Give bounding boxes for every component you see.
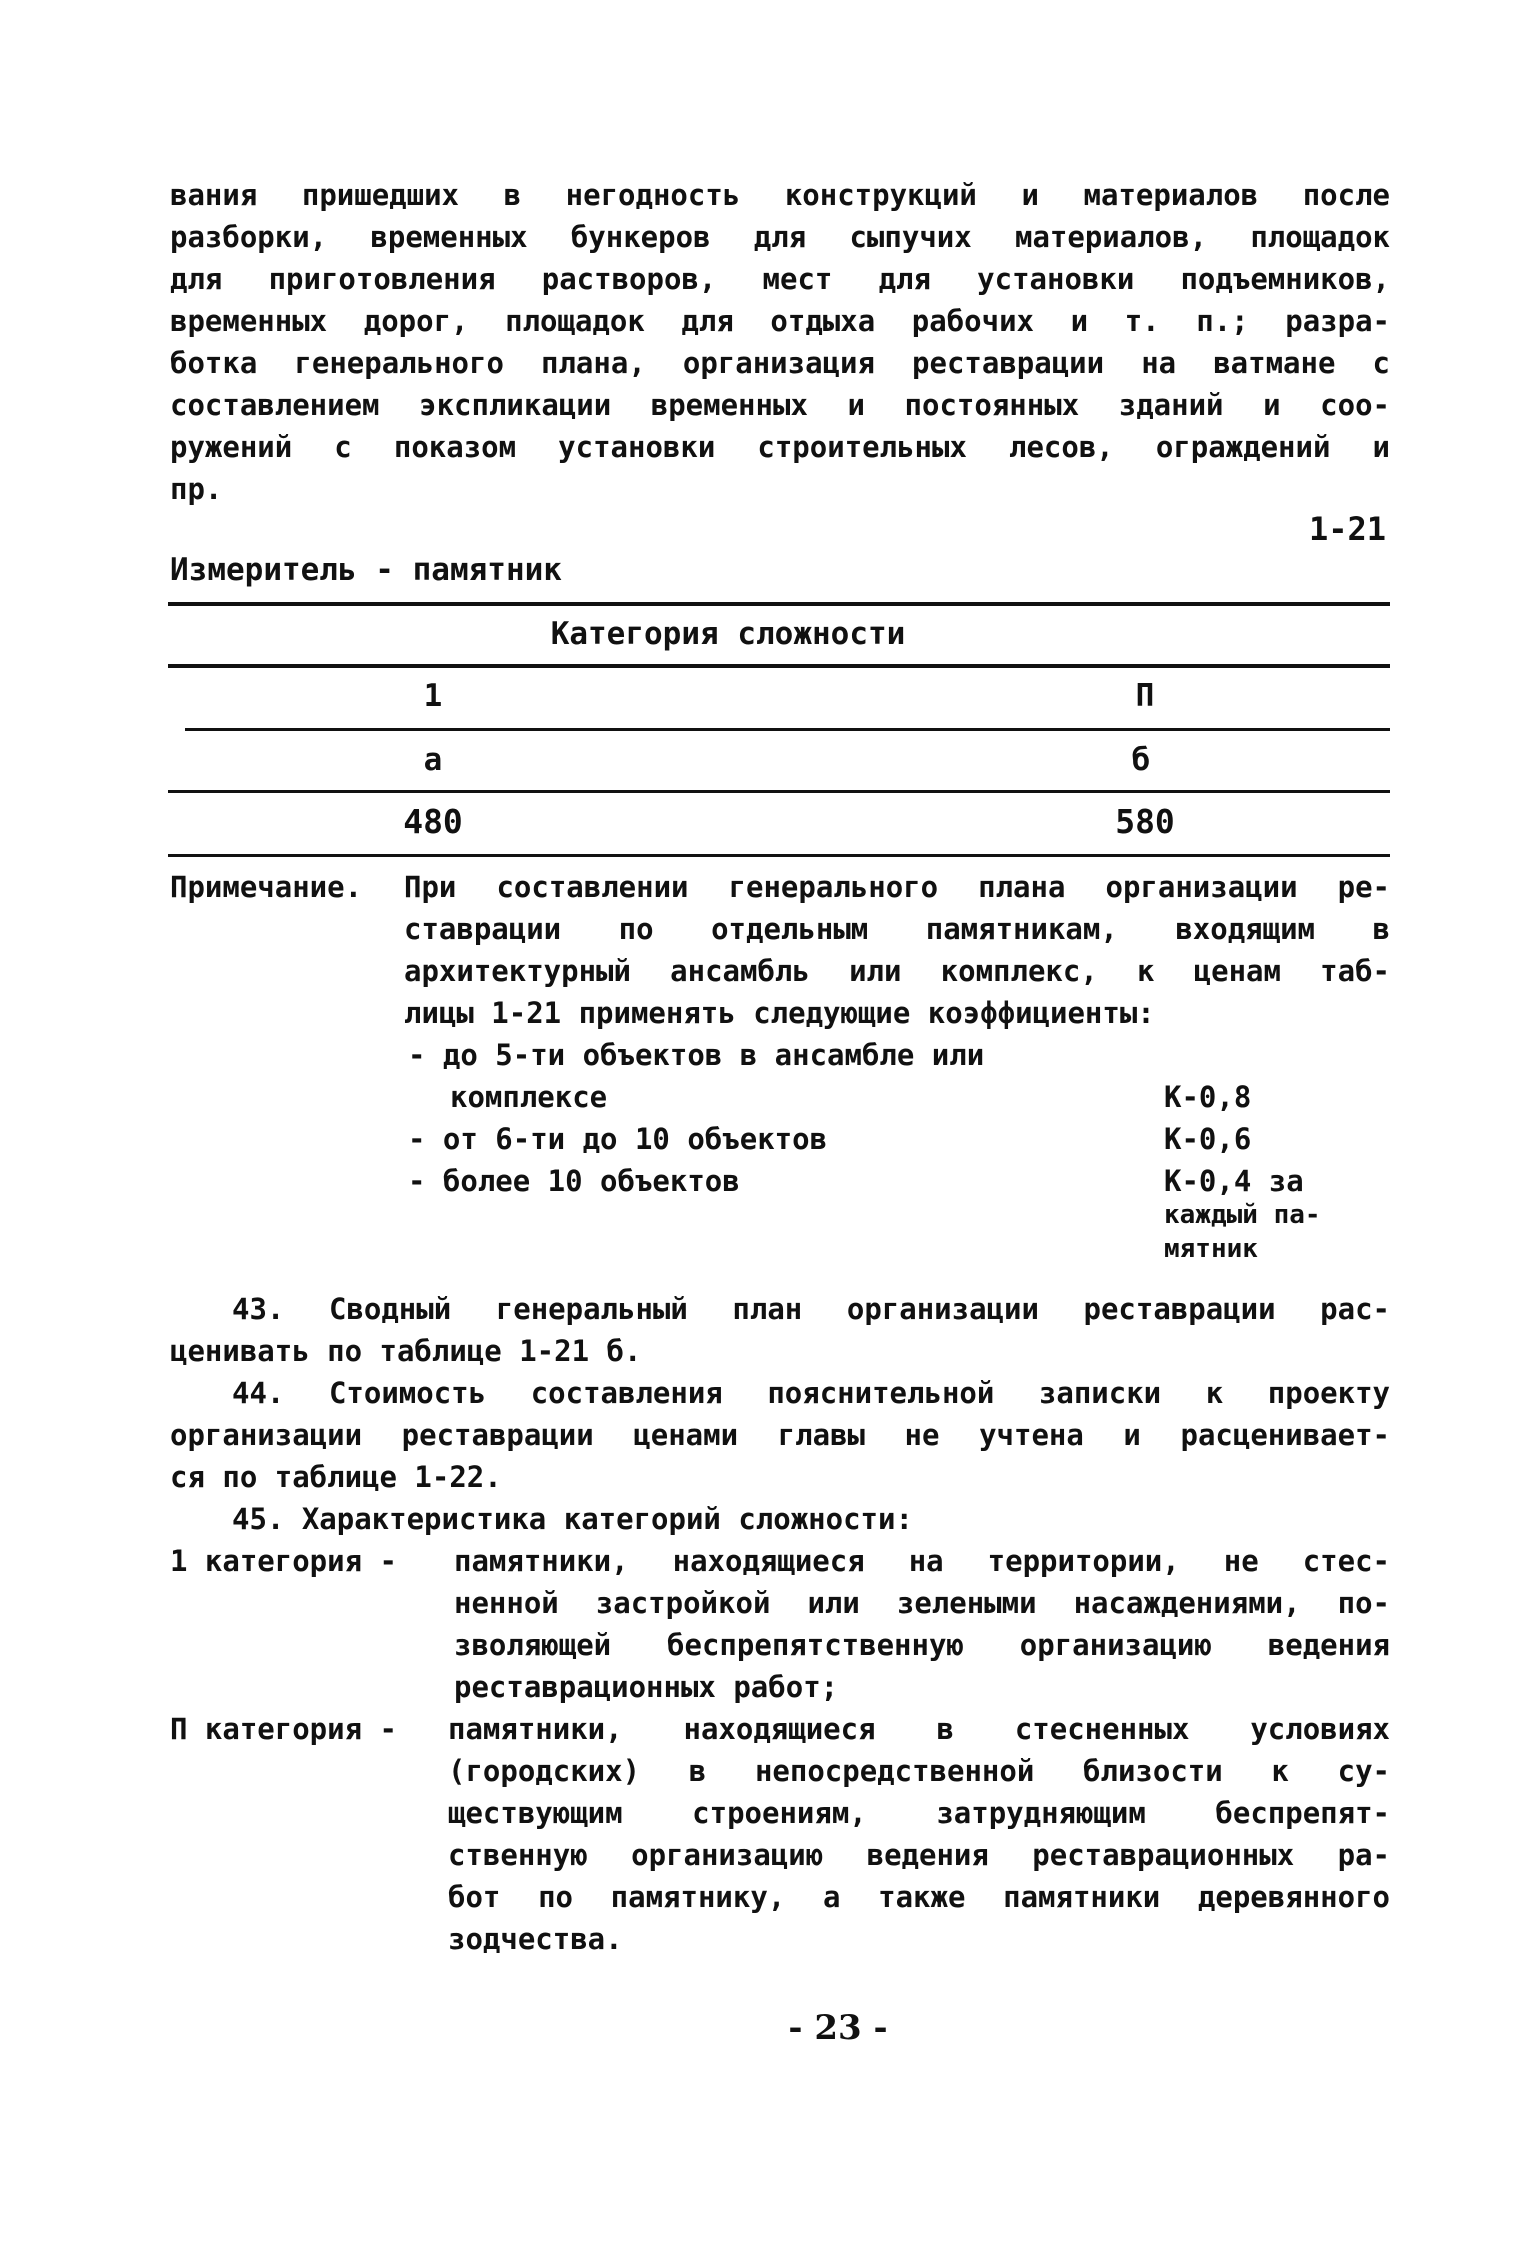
intro-line: составлением экспликации временных и постоянных зданий и соо- — [170, 388, 1390, 422]
coefficient-value: К-0,8 — [1164, 1080, 1252, 1114]
category-line: зодчества. — [448, 1922, 623, 1956]
intro-line: для приготовления растворов, мест для установки подъемников, — [170, 262, 1390, 296]
table-value: 580 — [1115, 802, 1175, 841]
table-rule-bottom — [168, 854, 1390, 857]
category-line: памятники, находящиеся в стесненных условиях — [448, 1712, 1390, 1746]
coefficient-text: - более 10 объектов — [408, 1164, 740, 1198]
coefficient-text: комплексе — [450, 1080, 608, 1114]
category-line: ществующим строениям, затрудняющим беспрепят- — [448, 1796, 1390, 1830]
table-column: б — [1131, 742, 1151, 778]
category-line: реставрационных работ; — [454, 1670, 839, 1704]
category-line: (городских) в непосредственной близости к су- — [448, 1754, 1390, 1788]
table-header: Категория сложности — [550, 616, 906, 652]
category-line: бот по памятнику, а также памятники деревянного — [448, 1880, 1390, 1914]
table-measure: Измеритель - памятник — [170, 552, 562, 588]
paragraph-44-line: организации реставрации ценами главы не учтена и расценивает- — [170, 1418, 1390, 1452]
table-rule — [168, 790, 1390, 793]
category-label: П категория - — [170, 1712, 397, 1746]
table-column: а — [423, 742, 443, 778]
category-label: 1 категория - — [170, 1544, 397, 1578]
paragraph-44-line: 44. Стоимость составления пояснительной записки к проекту — [232, 1376, 1390, 1410]
table-category: 1 — [423, 678, 443, 714]
intro-line: вания пришедших в негодность конструкций и материалов после — [170, 178, 1390, 212]
note-line: архитектурный ансамбль или комплекс, к ценам таб- — [404, 954, 1390, 988]
paragraph-44-line: ся по таблице 1-22. — [170, 1460, 502, 1494]
table-value: 480 — [403, 802, 463, 841]
note-label: Примечание. — [170, 870, 363, 904]
intro-line: ружений с показом установки строительных лесов, ограждений и — [170, 430, 1390, 464]
paragraph-43-line: 43. Сводный генеральный план организации реставрации рас- — [232, 1292, 1390, 1326]
coefficient-value: мятник — [1164, 1234, 1258, 1264]
table-rule — [185, 728, 1390, 731]
note-line: ставрации по отдельным памятникам, входящим в — [404, 912, 1390, 946]
table-rule — [168, 664, 1390, 668]
note-line: лицы 1-21 применять следующие коэффициенты: — [404, 996, 1155, 1030]
coefficient-value: К-0,6 — [1164, 1122, 1252, 1156]
coefficient-text: - от 6-ти до 10 объектов — [408, 1122, 828, 1156]
paragraph-43-line: ценивать по таблице 1-21 б. — [170, 1334, 642, 1368]
intro-line: пр. — [170, 472, 223, 506]
intro-line: ботка генерального плана, организация реставрации на ватмане с — [170, 346, 1390, 380]
table-category: П — [1135, 678, 1155, 714]
coefficient-value: К-0,4 за — [1164, 1164, 1304, 1198]
page-number: - 23 - — [788, 2008, 888, 2048]
category-line: ненной застройкой или зелеными насаждениями, по- — [454, 1586, 1390, 1620]
table-number: 1-21 — [1308, 510, 1386, 548]
category-line: зволяющей беспрепятственную организацию ведения — [454, 1628, 1390, 1662]
intro-line: разборки, временных бункеров для сыпучих материалов, площадок — [170, 220, 1390, 254]
coefficient-text: - до 5-ти объектов в ансамбле или — [408, 1038, 985, 1072]
category-line: памятники, находящиеся на территории, не стес- — [454, 1544, 1390, 1578]
category-line: ственную организацию ведения реставрационных ра- — [448, 1838, 1390, 1872]
table-rule-top — [168, 602, 1390, 606]
coefficient-value: каждый па- — [1164, 1200, 1321, 1230]
paragraph-45: 45. Характеристика категорий сложности: — [232, 1502, 913, 1536]
intro-line: временных дорог, площадок для отдыха рабочих и т. п.; разра- — [170, 304, 1390, 338]
note-line: При составлении генерального плана организации ре- — [404, 870, 1390, 904]
